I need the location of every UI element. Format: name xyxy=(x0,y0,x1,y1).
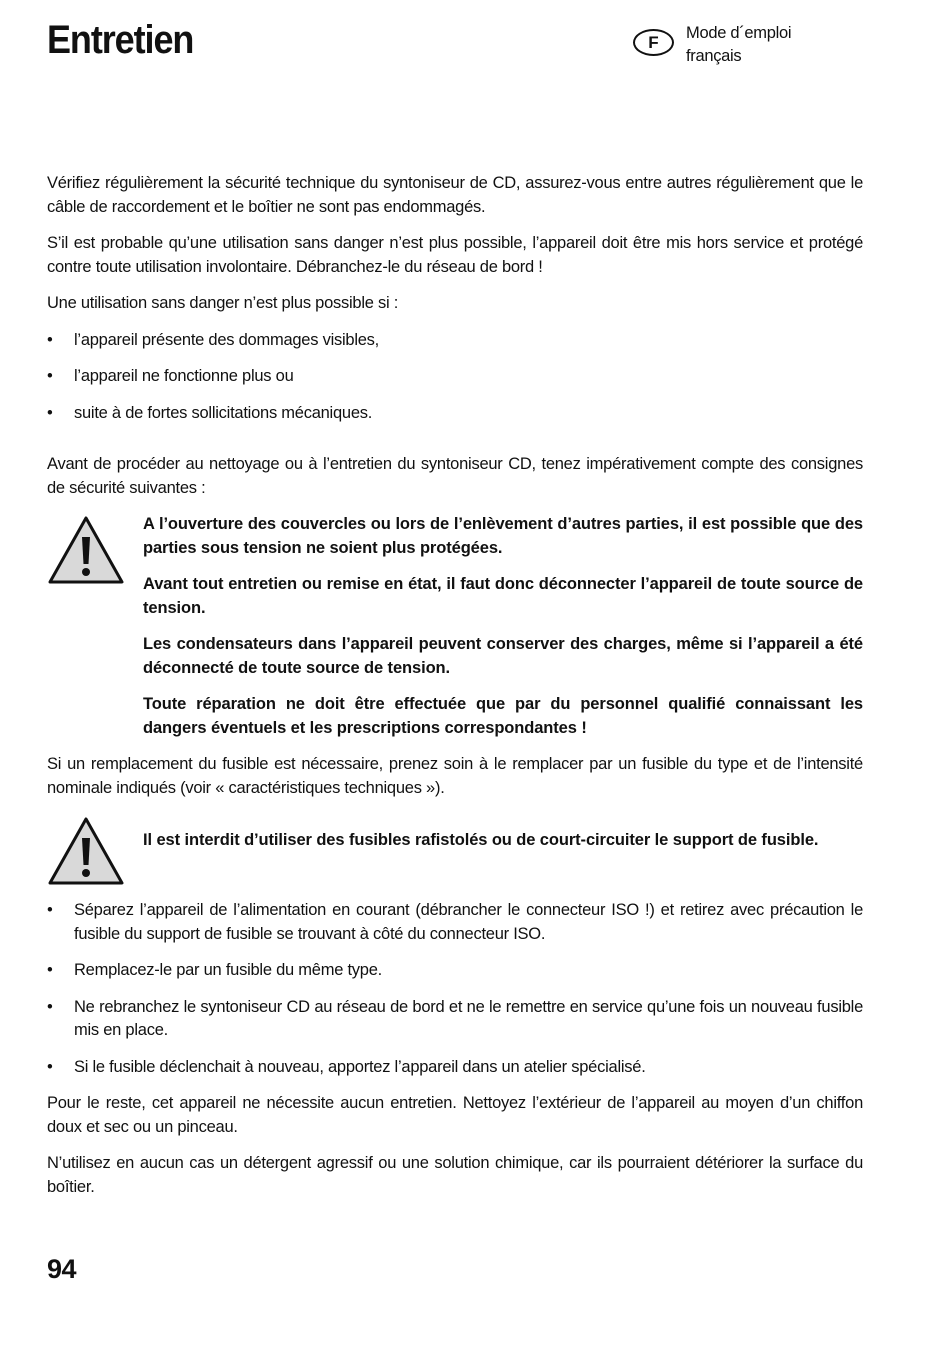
warning-triangle-icon xyxy=(47,816,125,886)
danger-conditions-list xyxy=(47,329,863,426)
page-number: 94 xyxy=(47,1254,77,1284)
bullet-icon: • xyxy=(47,961,53,979)
list-item: • Ne rebranchez le syntoniseur CD au réseau de bord et ne le remettre en service qu’une fois un nouveau fusible mis en place. xyxy=(47,997,863,1039)
closing-paragraph-1: Pour le reste, cet appareil ne nécessite aucun entretien. Nettoyez l’extérieur de l’appareil au moyen d’un chiffon doux et sec ou un pinceau. xyxy=(47,1094,863,1136)
bullet-icon: • xyxy=(47,1057,53,1076)
list-item: • Séparez l’appareil de l’alimentation en courant (débrancher le connecteur ISO !) et retirez avec précaution le fusible du support de fusible se trouvant à côté du connecteur ISO. xyxy=(47,901,863,943)
page-title: Entretien xyxy=(47,18,194,62)
maintenance-intro-paragraph: Avant de procéder au nettoyage ou à l’entretien du syntoniseur CD, tenez impérativement compte des consignes de sécurité suivantes : xyxy=(47,455,863,497)
warning-text: A l’ouverture des couvercles ou lors de l’enlèvement d’autres parties, il est possible que des parties sous tension ne soient plus protégées. xyxy=(143,515,863,557)
language-badge: F xyxy=(633,29,674,56)
list-item: • l’appareil ne fonctionne plus ou xyxy=(47,365,863,389)
fuse-steps-list xyxy=(47,899,863,1079)
warning-text: Il est interdit d’utiliser des fusibles rafistolés ou de court-circuiter le support de fusible. xyxy=(143,831,819,849)
closing-paragraph-2: N’utilisez en aucun cas un détergent agressif ou une solution chimique, car ils pourraient détériorer la surface du boîtier. xyxy=(47,1154,863,1196)
bullet-icon: • xyxy=(47,367,53,385)
language-label xyxy=(686,22,791,68)
intro-paragraph-3: Une utilisation sans danger n’est plus possible si : xyxy=(47,294,399,312)
bullet-icon: • xyxy=(47,403,53,422)
warning-text: Toute réparation ne doit être effectuée que par du personnel qualifié connaissant les dangers éventuels et les prescriptions correspondantes ! xyxy=(143,695,863,737)
bullet-icon: • xyxy=(47,901,53,919)
language-label-line1: Mode d´emploi xyxy=(686,24,792,42)
warning-text: Les condensateurs dans l’appareil peuvent conserver des charges, même si l’appareil a été déconnecté de toute source de tension. xyxy=(143,635,863,677)
list-item: • Remplacez-le par un fusible du même type. xyxy=(47,959,863,983)
language-label-line2: français xyxy=(686,47,742,65)
fuse-warning-block xyxy=(47,814,863,886)
list-item: • Si le fusible déclenchait à nouveau, apportez l’appareil dans un atelier spécialisé. xyxy=(47,1056,863,1080)
intro-paragraph-1: Vérifiez régulièrement la sécurité technique du syntoniseur de CD, assurez-vous entre autres régulièrement que le câble de raccordement et le boîtier ne sont pas endommagés. xyxy=(47,174,863,216)
warning-text: Avant tout entretien ou remise en état, il faut donc déconnecter l’appareil de toute source de tension. xyxy=(143,575,863,617)
bullet-icon: • xyxy=(47,997,53,1016)
list-item: • suite à de fortes sollicitations mécaniques. xyxy=(47,402,863,426)
bullet-icon: • xyxy=(47,330,53,349)
main-content xyxy=(47,172,863,1199)
intro-paragraph-2: S’il est probable qu’une utilisation sans danger n’est plus possible, l’appareil doit être mis hors service et protégé contre toute utilisation involontaire. Débranchez-le du réseau de bord ! xyxy=(47,234,863,276)
fuse-intro-paragraph: Si un remplacement du fusible est nécessaire, prenez soin à le remplacer par un fusible du type et de l’intensité nominale indiqués (voir « caractéristiques techniques »). xyxy=(47,755,863,797)
safety-warning-block xyxy=(47,513,863,740)
warning-triangle-icon xyxy=(47,515,125,585)
list-item: • l’appareil présente des dommages visibles, xyxy=(47,329,863,353)
